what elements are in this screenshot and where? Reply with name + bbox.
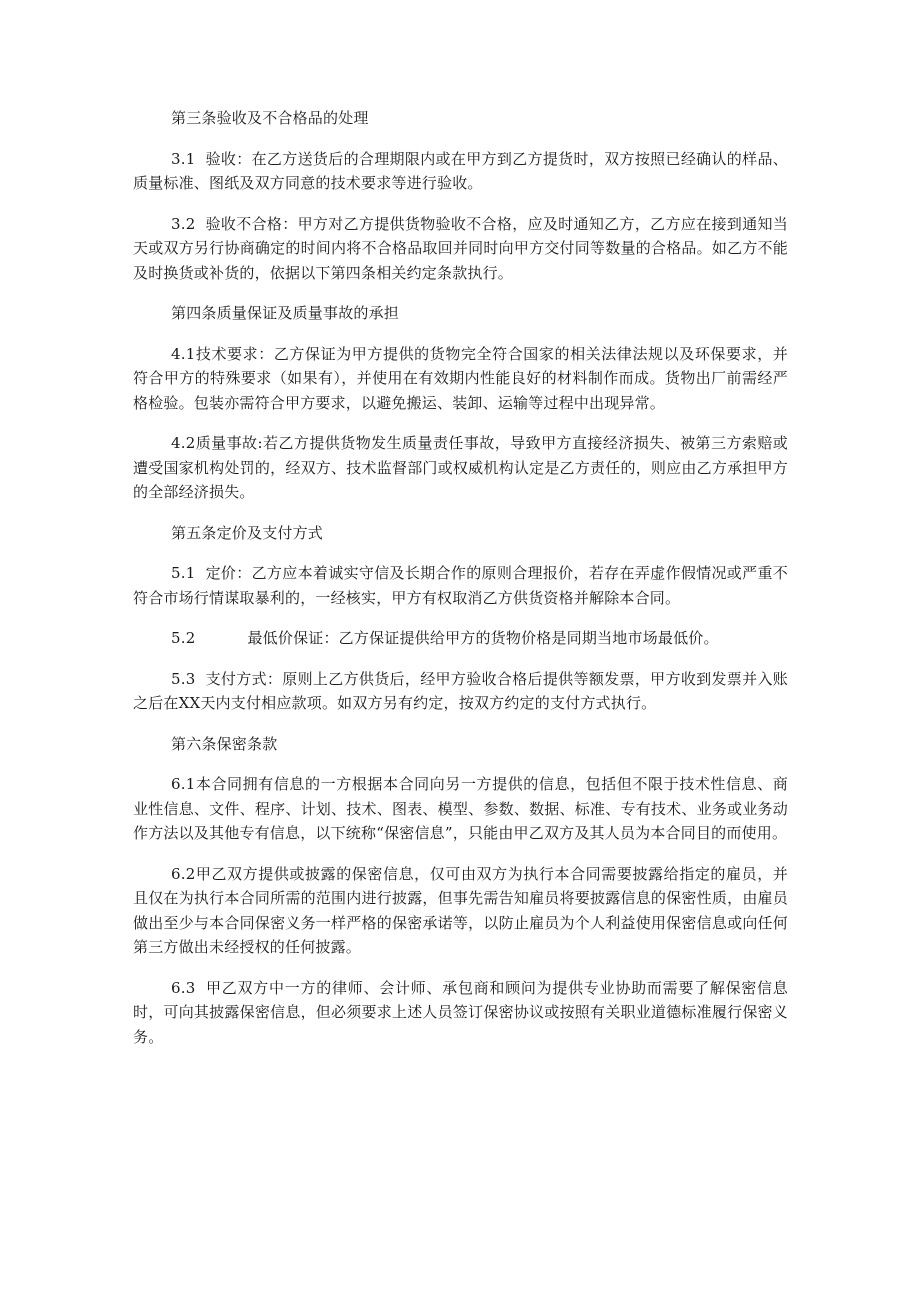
clause-paragraph — [133, 431, 788, 505]
clause-paragraph — [133, 147, 788, 196]
clause-number: 5.1 — [171, 564, 196, 582]
clause-number: 4.1 — [171, 344, 196, 363]
clause-paragraph — [133, 862, 788, 960]
clause-number: 4.2 — [171, 434, 196, 452]
clause-paragraph — [133, 976, 788, 1050]
clause-text: 最低价保证：乙方保证提供给甲方的货物价格是同期当地市场最低价。 — [247, 629, 719, 647]
clause-number: 5.2 — [171, 629, 196, 647]
clause-paragraph — [133, 212, 788, 286]
clause-number: 6.1 — [171, 775, 196, 793]
document-page — [133, 106, 788, 1065]
clause-text: 定价：乙方应本着诚实守信及长期合作的原则合理报价，若存在弄虚作假情况或严重不符合市场行情谋取暴利的，一经核实，甲方有权取消乙方供货资格并解除本合同。 — [133, 564, 788, 607]
clause-text: 本合同拥有信息的一方根据本合同向另一方提供的信息，包括但不限于技术性信息、商业性信息、文件、程序、计划、技术、图表、模型、参数、数据、标准、专有技术、业务或业务动作方法以及其他专有信息，以下统称“保密信息”，只能由甲乙双方及其人员为本合同目的而使用。 — [133, 775, 788, 842]
clause-paragraph — [133, 772, 788, 846]
clause-text: 技术要求：乙方保证为甲方提供的货物完全符合国家的相关法律法规以及环保要求，并符合甲方的特殊要求（如果有），并使用在有效期内性能良好的材料制作而成。货物出厂前需经严格检验。包装亦需符合甲方要求，以避免搬运、装卸、运输等过程中出现异常。 — [133, 344, 788, 412]
clause-text: 支付方式：原则上乙方供货后，经甲方验收合格后提供等额发票，甲方收到发票并入账之后在XX天内支付相应款项。如双方另有约定，按双方约定的支付方式执行。 — [133, 669, 788, 712]
section-heading: 第四条质量保证及质量事故的承担 — [171, 304, 400, 322]
clause-text: 质量事故:若乙方提供货物发生质量责任事故，导致甲方直接经济损失、被第三方索赔或遭受国家机构处罚的，经双方、技术监督部门或权威机构认定是乙方责任的，则应由乙方承担甲方的全部经济损失。 — [133, 434, 788, 501]
clause-text: 甲乙双方中一方的律师、会计师、承包商和顾问为提供专业协助而需要了解保密信息时，可向其披露保密信息，但必须要求上述人员签订保密协议或按照有关职业道德标准履行保密义务。 — [133, 978, 788, 1046]
clause-text: 验收：在乙方送货后的合理期限内或在甲方到乙方提货时，双方按照已经确认的样品、质量标准、图纸及双方同意的技术要求等进行验收。 — [133, 149, 788, 192]
clause-number: 3.1 — [171, 149, 196, 168]
section-heading: 第六条保密条款 — [171, 734, 278, 753]
clause-paragraph — [133, 342, 788, 416]
clause-paragraph — [133, 626, 788, 651]
section-heading: 第五条定价及支付方式 — [171, 523, 324, 542]
clause-paragraph — [133, 667, 788, 716]
clause-number: 6.2 — [171, 864, 196, 883]
clause-paragraph — [133, 561, 788, 610]
clause-text: 甲乙双方提供或披露的保密信息，仅可由双方为执行本合同需要披露给指定的雇员，并且仅在为执行本合同所需的范围内进行披露，但事先需告知雇员将要披露信息的保密性质，由雇员做出至少与本合同保密义务一样严格的保密承诺等，以防止雇员为个人利益使用保密信息或向任何第三方做出未经授权的任何披露。 — [133, 864, 788, 956]
clause-number: 6.3 — [171, 978, 196, 997]
clause-number: 5.3 — [171, 669, 196, 688]
section-heading: 第三条验收及不合格品的处理 — [171, 109, 369, 127]
clause-text: 验收不合格：甲方对乙方提供货物验收不合格，应及时通知乙方，乙方应在接到通知当天或双方另行协商确定的时间内将不合格品取回并同时向甲方交付同等数量的合格品。如乙方不能及时换货或补货的，依据以下第四条相关约定条款执行。 — [133, 214, 788, 282]
clause-number: 3.2 — [171, 214, 196, 233]
